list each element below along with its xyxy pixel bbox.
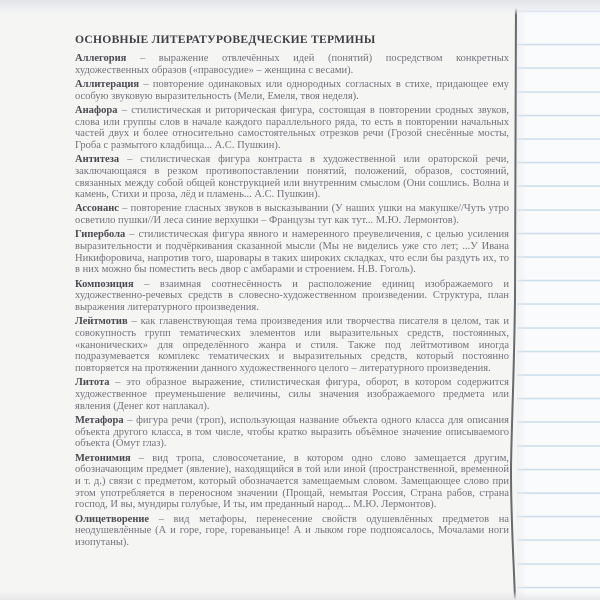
term-entry bbox=[75, 453, 509, 512]
term-entry bbox=[75, 415, 509, 450]
term-entry bbox=[75, 514, 509, 549]
term-name: Лейтмотив bbox=[75, 316, 128, 328]
term-definition: – вид метафоры, перенесение свойств одушевлённых предметов на неодушевлённые (А и горе, горе, гореваньице! А и лыком горе подпоясалось, Мочалами ноги изопутаны). bbox=[75, 513, 510, 548]
term-name: Анафора bbox=[75, 104, 118, 116]
term-name: Антитеза bbox=[75, 154, 120, 166]
term-definition: – это образное выражение, стилистическая фигура, оборот, в котором содержится художественное преуменьшение величины, силы значения изображаемого предмета или явления (Денег кот наплакал). bbox=[75, 377, 510, 412]
term-entry bbox=[75, 203, 509, 226]
term-name: Гипербола bbox=[75, 229, 126, 241]
term-definition: – стилистическая и риторическая фигура, состоящая в повторении сродных звуков, слова или группы слов в начале каждого параллельного ряда, то есть в повторении начальных частей двух и более относительно самостоятельных отрезков речи (Грозой снесённые мосты, Гроба с размытого кладбища... А.С. Пушкин). bbox=[75, 104, 510, 151]
term-entry bbox=[75, 53, 509, 76]
term-entry bbox=[75, 316, 509, 375]
term-entry bbox=[75, 105, 509, 152]
term-definition: – выражение отвлечённых идей (понятий) посредством конкретных художественных образов («правосудие» – женщина с весами). bbox=[75, 53, 510, 76]
page-title: ОСНОВНЫЕ ЛИТЕРАТУРОВЕДЧЕСКИЕ ТЕРМИНЫ bbox=[75, 33, 376, 46]
term-entry bbox=[75, 154, 509, 201]
term-entry bbox=[75, 79, 509, 102]
term-entry bbox=[75, 377, 509, 412]
term-definition: – стилистическая фигура явного и намеренного преувеличения, с целью усиления выразительности и подчёркивания сказанной мысли (Мы не виделись уже сто лет; ...У Ивана Никифоровича, напротив того, шаровары в таких широких складках, что если бы раздуть их, то в них можно бы поместить весь двор с амбарами и строением. Н.В. Гоголь). bbox=[75, 229, 509, 276]
term-definition: – стилистическая фигура контраста в художественной или ораторской речи, заключающаяся в резком противопоставлении понятий, положений, образов, состояний, связанных между собой общей конструкцией или внутренним смыслом (Они сошлись. Волна и камень, Стихи и проза, лёд и пламень... А.С. Пушкин). bbox=[75, 154, 510, 201]
term-name: Аллитерация bbox=[75, 78, 140, 90]
term-definition: – повторение гласных звуков в высказывании (У наших ушки на макушке//Чуть утро осветило пушки//И леса синие верхушки – Французы тут как тут... М.Ю. Лермонтов). bbox=[75, 203, 510, 227]
term-name: Композиция bbox=[75, 278, 134, 290]
term-name: Аллегория bbox=[75, 53, 127, 64]
glossary-text-block bbox=[75, 33, 509, 551]
term-definition: – взаимная соотнесённость и расположение единиц изображаемого и художественно-речевых средств в словесно-художественном произведении. Структура, план выражения литературного произведения. bbox=[75, 278, 510, 314]
term-entry bbox=[75, 229, 509, 276]
term-definition: – фигура речи (троп), использующая название объекта одного класса для описания объекта другого класса, в том числе, чтобы кратко выразить объёмное значение описываемого объекта (Омут глаз). bbox=[75, 414, 510, 450]
term-name: Олицетворение bbox=[75, 513, 150, 525]
term-name: Ассонанс bbox=[75, 203, 119, 215]
term-name: Метонимия bbox=[75, 452, 131, 464]
term-definition: – повторение одинаковых или однородных согласных в стихе, придающее ему особую звуковую выразительность (Мели, Емеля, твоя неделя). bbox=[75, 78, 509, 102]
term-entry bbox=[75, 279, 509, 314]
lined-notebook-paper bbox=[517, 0, 600, 600]
term-definition: – как главенствующая тема произведения или творчества писателя в целом, так и совокупность групп тематических элементов или выразительных средств, постоянных, «канонических» для определённого жанра и стиля. Также под лейтмотивом иногда подразумевается комплекс тематических и выразительных средств, который постоянно повторяется на протяжении данного художественного целого – литературного произведения. bbox=[75, 316, 509, 375]
term-name: Литота bbox=[75, 377, 110, 389]
term-definition: – вид тропа, словосочетание, в котором одно слово замещается другим, обозначающим предмет (явление), находящийся в той или иной (пространственной, временной и т. д.) связи с предметом, который обозначается замещаемым словом. Замещающее слово при этом употребляется в переносном значении (Прощай, немытая Россия, Страна рабов, страна господ, И вы, мундиры голубые, И ты, им преданный народ... М.Ю. Лермонтов). bbox=[75, 452, 510, 511]
term-name: Метафора bbox=[75, 414, 124, 426]
